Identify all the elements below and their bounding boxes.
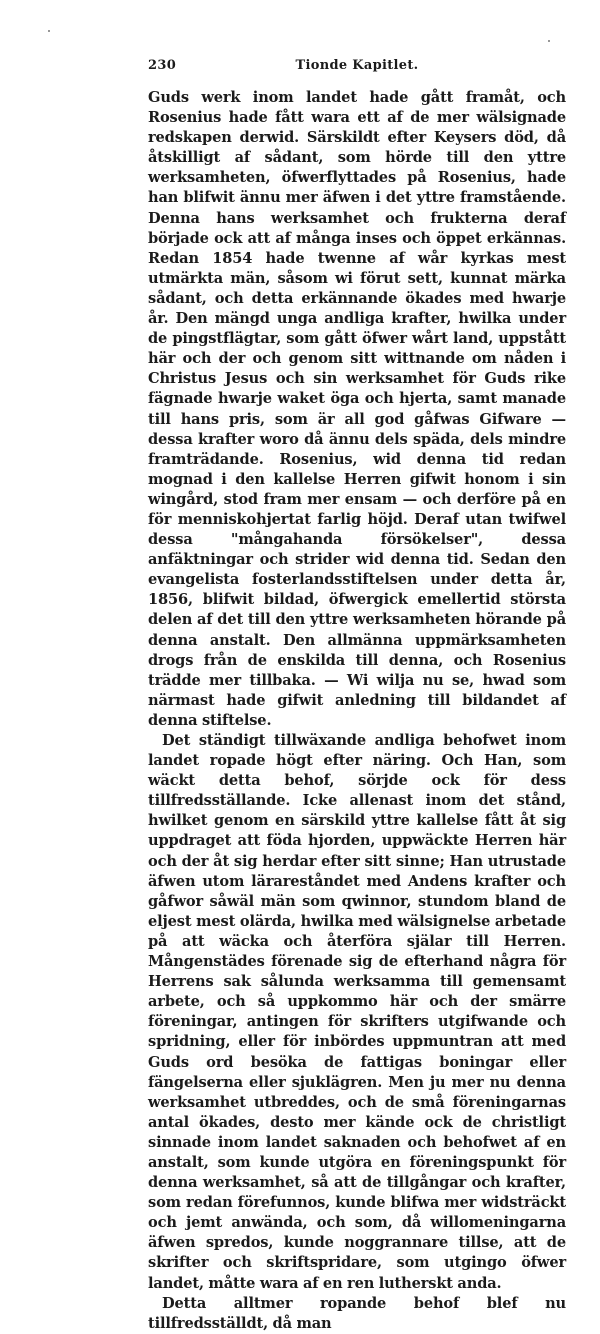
body-text xyxy=(148,88,566,1334)
paragraph-3: Detta alltmer ropande behof blef nu tillfredsställdt, då man xyxy=(148,1294,566,1332)
paragraph-1: Guds werk inom landet hade gått framåt, och Rosenius hade fått wara ett af de mer wälsignade redskapen derwid. Särskildt efter Keysers död, då åtskilligt af sådant, som hörde till den yttre werksamheten, öfwerflyttades på Rosenius, hade han blifwit ännu mer äfwen i det yttre framstående. Denna hans werksamhet och frukterna deraf började ock att af många inses och öppet erkännas. Redan 1854 hade twenne af wår kyrkas mest utmärkta män, såsom wi förut sett, kunnat märka sådant, och detta erkännande ökades med hwarje år. Den mängd unga andliga krafter, hwilka under de pingstflägtar, som gått öfwer wårt land, uppstått här och der och genom sitt wittnande om nåden i Christus Jesus och sin werksamhet för Guds rike fägnade hwarje waket öga och hjerta, samt manade till hans pris, som är all god gåfwas Gifware — dessa krafter woro då ännu dels späda, dels mindre framträdande. Rosenius, wid denna tid redan mognad i den kallelse Herren gifwit honom i sin wingård, stod fram mer ensam — och derföre på en för menniskohjertat farlig höjd. Deraf utan twifwel dessa "mångahanda försökelser", dessa anfäktningar och strider wid denna tid. Sedan den evangelista fosterlandsstiftelsen under detta år, 1856, blifwit bildad, öfwergick emellertid största delen af det till den yttre werksamheten hörande på denna anstalt. Den allmänna uppmärksamheten drogs från de enskilda till denna, och Rosenius trädde mer tillbaka. — Wi wilja nu se, hwad som närmast hade gifwit anledning till bildandet af denna stiftelse. xyxy=(148,89,566,729)
running-head: Tionde Kapitlet. xyxy=(295,58,419,73)
page-header xyxy=(148,58,566,80)
paragraph-2: Det ständigt tillwäxande andliga behofwet inom landet ropade högt efter näring. Och Han, som wäckt detta behof, sörjde ock för dess tillfredsställande. Icke allenast inom det stånd, hwilket genom en särskild yttre kallelse fått åt sig uppdraget att föda hjorden, uppwäckte Herren här och der åt sig herdar efter sitt sinne; Han utrustade äfwen utom lärareståndet med Andens krafter och gåfwor såwäl män som qwinnor, stundom bland de eljest mest olärda, hwilka med wälsignelse arbetade på att wäcka och återföra själar till Herren. Mångenstädes förenade sig de efterhand några för Herrens sak sålunda werksamma till gemensamt arbete, och så uppkommo här och der smärre föreningar, antingen för skrifters utgifwande och spridning, eller för inbördes uppmuntran att med Guds ord besöka de fattigas boningar eller fängelserna eller sjuklägren. Men ju mer nu denna werksamhet utbreddes, och de små föreningarnas antal ökades, desto mer kände ock de christligt sinnade inom landet saknaden och behofwet af en anstalt, som kunde utgöra en föreningspunkt för denna werksamhet, så att de tillgångar och krafter, som redan förefunnos, kunde blifwa mer widsträckt och jemt anwända, och som, då willomeningarna äfwen spredos, kunde noggrannare tillse, att de skrifter och skriftspridare, som utgingo öfwer landet, måtte wara af en ren lutherskt anda. xyxy=(148,732,566,1292)
page-number: 230 xyxy=(148,58,177,73)
book-page xyxy=(148,58,566,1334)
scan-speck xyxy=(548,40,550,42)
scan-speck xyxy=(48,30,50,32)
